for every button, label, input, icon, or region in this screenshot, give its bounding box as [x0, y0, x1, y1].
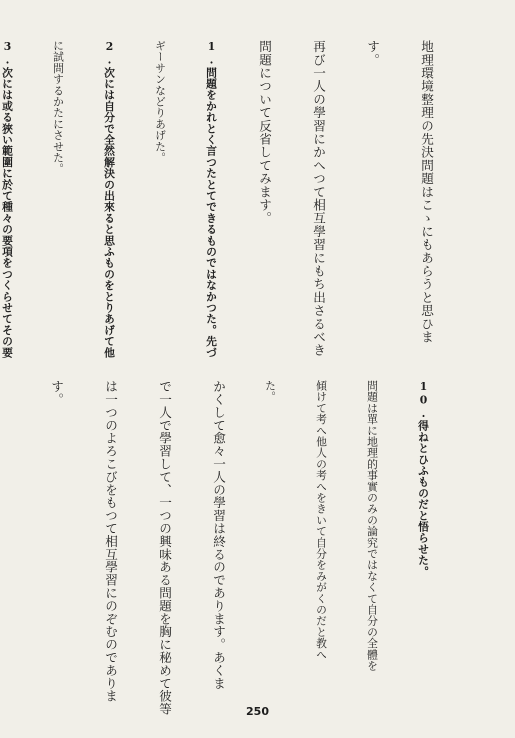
list-item-line: た。 [264, 380, 277, 403]
list-item-line: ギーサンなどりあげた。 [154, 40, 167, 164]
text-line: す。 [49, 380, 64, 406]
text-line: 再び一人の學習にかへつて相互學習にもち出さるべき [311, 40, 326, 357]
list-item-line: 問題は單に地理的事實のみの論究ではなくて自分の全體を [366, 380, 379, 672]
list-item-line: 10.得ねとひふものだと悟らせた。 [417, 380, 430, 577]
text-line: で一人で學習して、一つの興味ある問題を胸に秘めて彼等 [157, 380, 172, 716]
list-item-line: 3.次には或る狹い範圍に於て種々の要項をつくらせてその要 [1, 40, 14, 358]
text-line: かくして愈々一人の學習は終るのであります。あくま [211, 380, 226, 690]
top-text-block [0, 40, 471, 375]
text-line: は一つのよろこびをもつて相互學習にのぞむのでありま [103, 380, 118, 703]
list-item-line: 2.次には自分で全然解決の出來ると思ふものをとりあげて他 [103, 40, 116, 358]
list-item-line: 傾けて考へ他人の考へをきいて自分をみがくのだと教へ [315, 380, 328, 660]
text-line: 地理環境整理の先決問題はこゝにもあらうと思ひま [419, 40, 434, 344]
text-line: 問題について反省してみます。 [257, 40, 272, 225]
text-line: す。 [365, 40, 380, 67]
page-number: 250 [246, 705, 269, 718]
list-item-line: 1.問題をかれとく言つたとてできるものではなかつた。先づ [205, 40, 218, 358]
list-item-line: に試問するかたにさせた。 [52, 40, 65, 175]
